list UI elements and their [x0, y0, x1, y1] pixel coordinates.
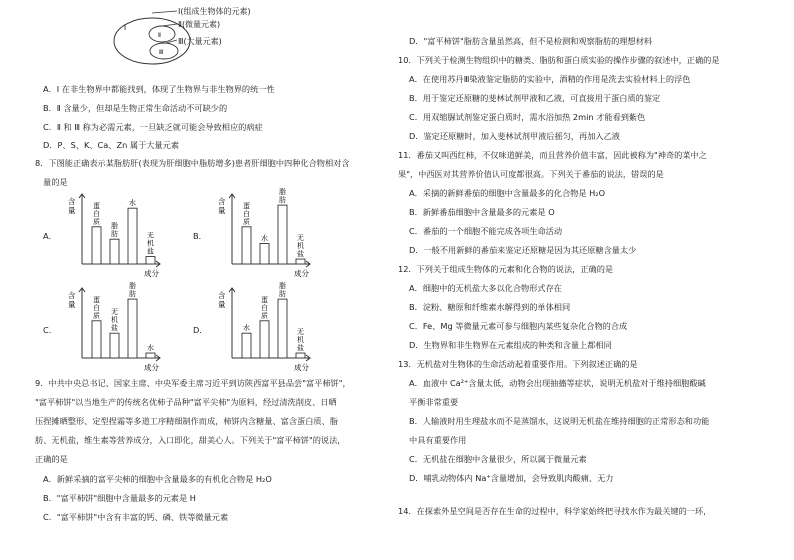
- q7-option-c: C．Ⅱ 和 Ⅲ 称为必需元素，一旦缺乏就可能会导致相应的病症: [43, 122, 263, 132]
- q13-option-d: D．哺乳动物体内 Na⁺含量增加，会导致肌肉酸痛、无力: [409, 473, 614, 483]
- x-axis-label: 成分: [294, 269, 309, 278]
- bar-4: [296, 259, 305, 264]
- y-axis-label: 含量: [68, 197, 76, 215]
- q10-stem: 10．下列关于检测生物组织中的糖类、脂肪和蛋白质实验的操作步骤的叙述中，正确的是: [398, 55, 720, 65]
- bar-1: [92, 321, 101, 358]
- venn-mark-I: Ⅰ: [124, 24, 127, 32]
- q14-stem: 14．在探索外星空间是否存在生命的过程中，科学家始终把寻找水作为最关键的一环，: [398, 506, 712, 516]
- bar-1: [242, 333, 251, 358]
- q13-option-c: C．无机盐在细胞中含量很少，所以属于微量元素: [409, 454, 587, 464]
- q9-stem-line2: "富平柿饼"以当地生产的传统名优柿子品种"富平尖柿"为原料，经过清洗削皮、日晒: [35, 397, 337, 407]
- bar-4: [296, 353, 305, 358]
- bar-4: [146, 353, 155, 358]
- q13-option-a-line1: A．血液中 Ca²⁺含量太低，动物会出现抽搐等症状，说明无机盐对于维持细胞酸碱: [409, 378, 706, 388]
- chart-a: [60, 188, 170, 278]
- bar-2: [110, 333, 119, 358]
- q11-option-c: C．番茄的一个细胞不能完成各项生命活动: [409, 226, 563, 236]
- q9-stem-line3: 压捏摊晒整形、定型捏霜等多道工序精细制作而成，柿饼内含糖量、富含蛋白质、脂: [35, 416, 338, 426]
- bar-label-4: 无机盐: [147, 231, 154, 256]
- y-axis-label: 含量: [218, 291, 226, 309]
- q9-option-d: D．"富平柿饼"脂肪含量虽然高，但不是检测和观察脂肪的理想材料: [409, 36, 653, 46]
- bar-4: [146, 257, 155, 264]
- chart-c-letter: C．: [43, 325, 57, 335]
- q13-option-b-line1: B．人输液时用生理盐水而不是蒸馏水，这说明无机盐在维持细胞的正常形态和功能: [409, 416, 710, 426]
- q10-option-c: C．用双缩脲试剂鉴定蛋白质时，需水浴加热 2min 才能看到紫色: [409, 112, 646, 122]
- q12-option-b: B．淀粉、糖原和纤维素水解得到的单体相同: [409, 302, 571, 312]
- q11-stem-line1: 11．番茄又叫西红柿，不仅味道鲜美，而且营养价值丰富，因此被称为"神奇的菜中之: [398, 150, 707, 160]
- x-axis-label: 成分: [144, 269, 159, 278]
- bar-label-1: 蛋白质: [93, 295, 100, 320]
- chart-b: [210, 188, 320, 278]
- bar-2: [260, 321, 269, 358]
- q10-option-d: D．鉴定还原糖时，加入斐林试剂甲液后摇匀，再加入乙液: [409, 131, 620, 141]
- venn-leader-lines: [150, 8, 180, 68]
- q7-option-b: B．Ⅱ 含量少，但却是生物正常生命活动不可缺少的: [43, 103, 228, 113]
- bar-3: [128, 299, 137, 358]
- q9-option-c: C．"富平柿饼"中含有丰富的钙、磷、铁等微量元素: [43, 512, 229, 522]
- q11-option-b: B．新鲜番茄细胞中含量最多的元素是 O: [409, 207, 555, 217]
- bar-1: [242, 227, 251, 264]
- q7-option-d: D．P、S、K、Ca、Zn 属于大量元素: [43, 140, 180, 150]
- venn-label-III: Ⅲ(大量元素): [178, 37, 222, 46]
- x-axis-label: 成分: [144, 363, 159, 372]
- q12-option-c: C．Fe、Mg 等微量元素可参与细胞内某些复杂化合物的合成: [409, 321, 628, 331]
- bar-label-3: 水: [129, 199, 136, 208]
- q10-option-a: A．在使用苏丹Ⅲ染液鉴定脂肪的实验中，酒精的作用是洗去实验材料上的浮色: [409, 74, 691, 84]
- venn-mark-II: Ⅱ: [158, 32, 161, 39]
- q11-stem-line2: 果"，中西医对其营养价值认可度都很高。下列关于番茄的说法，错误的是: [398, 169, 664, 179]
- bar-label-4: 无机盐: [297, 328, 304, 353]
- chart-b-letter: B．: [193, 231, 207, 241]
- q13-stem: 13．无机盐对生物体的生命活动起着重要作用。下列叙述正确的是: [398, 359, 638, 369]
- q9-stem-line1: 9．中共中央总书记、国家主席、中央军委主席习近平到访陕西富平县品尝"富平柿饼"，: [35, 378, 351, 388]
- q13-option-b-line2: 中具有重要作用: [409, 435, 467, 445]
- chart-d: [210, 282, 320, 372]
- bar-label-3: 脂肪: [279, 188, 286, 205]
- bar-label-2: 脂肪: [111, 222, 118, 239]
- q12-option-d: D．生物界和非生物界在元素组成的种类和含量上都相同: [409, 340, 612, 350]
- bar-label-3: 脂肪: [129, 282, 136, 299]
- bar-1: [92, 227, 101, 264]
- q9-option-b: B．"富平柿饼"细胞中含量最多的元素是 H: [43, 493, 196, 503]
- venn-mark-III: Ⅲ: [159, 49, 164, 56]
- bar-3: [128, 208, 137, 264]
- bar-3: [278, 205, 287, 264]
- q9-option-a: A．新鲜采摘的富平尖柿的细胞中含量最多的有机化合物是 H₂O: [43, 474, 272, 484]
- q10-option-b: B．用于鉴定还原糖的斐林试剂甲液和乙液，可直接用于蛋白质的鉴定: [409, 93, 661, 103]
- bar-label-1: 水: [243, 324, 250, 333]
- y-axis-label: 含量: [218, 197, 226, 215]
- x-axis-label: 成分: [294, 363, 309, 372]
- venn-label-II: Ⅱ(微量元素): [178, 20, 221, 29]
- q9-stem-line5: 正确的是: [35, 454, 68, 464]
- q13-option-a-line2: 平衡非常重要: [409, 397, 459, 407]
- q11-option-d: D．一般不用新鲜的番茄来鉴定还原糖是因为其还原糖含量太少: [409, 245, 637, 255]
- q11-option-a: A．采摘的新鲜番茄的细胞中含量最多的化合物是 H₂O: [409, 188, 606, 198]
- q12-option-a: A．细胞中的无机盐大多以化合物形式存在: [409, 283, 562, 293]
- bar-2: [110, 239, 119, 264]
- q8-stem-line1: 8．下图能正确表示某脂肪肝(表现为肝细胞中脂肪增多)患者肝细胞中四种化合物相对含: [35, 158, 350, 168]
- bar-label-2: 无机盐: [111, 308, 118, 333]
- chart-a-letter: A．: [43, 231, 57, 241]
- bar-label-3: 脂肪: [279, 282, 286, 299]
- bar-label-2: 水: [261, 234, 268, 243]
- bar-3: [278, 299, 287, 358]
- q12-stem: 12．下列关于组成生物体的元素和化合物的说法，正确的是: [398, 264, 614, 274]
- q9-stem-line4: 肪、无机盐，维生素等营养成分，入口即化，甜美心人。下列关于"富平柿饼"的说法，: [35, 435, 346, 445]
- bar-label-4: 无机盐: [297, 234, 304, 259]
- y-axis-label: 含量: [68, 291, 76, 309]
- q7-option-a: A．Ⅰ 在非生物界中都能找到，体现了生物界与非生物界的统一性: [43, 84, 275, 94]
- bar-2: [260, 244, 269, 264]
- q8-stem-line2: 量的是: [43, 177, 68, 187]
- bar-label-1: 蛋白质: [93, 201, 100, 226]
- chart-d-letter: D．: [193, 325, 208, 335]
- venn-label-I: Ⅰ(组成生物体的元素): [178, 7, 251, 16]
- chart-c: [60, 282, 170, 372]
- bar-label-2: 蛋白质: [261, 295, 268, 320]
- bar-label-1: 蛋白质: [243, 201, 250, 226]
- bar-label-4: 水: [147, 344, 154, 353]
